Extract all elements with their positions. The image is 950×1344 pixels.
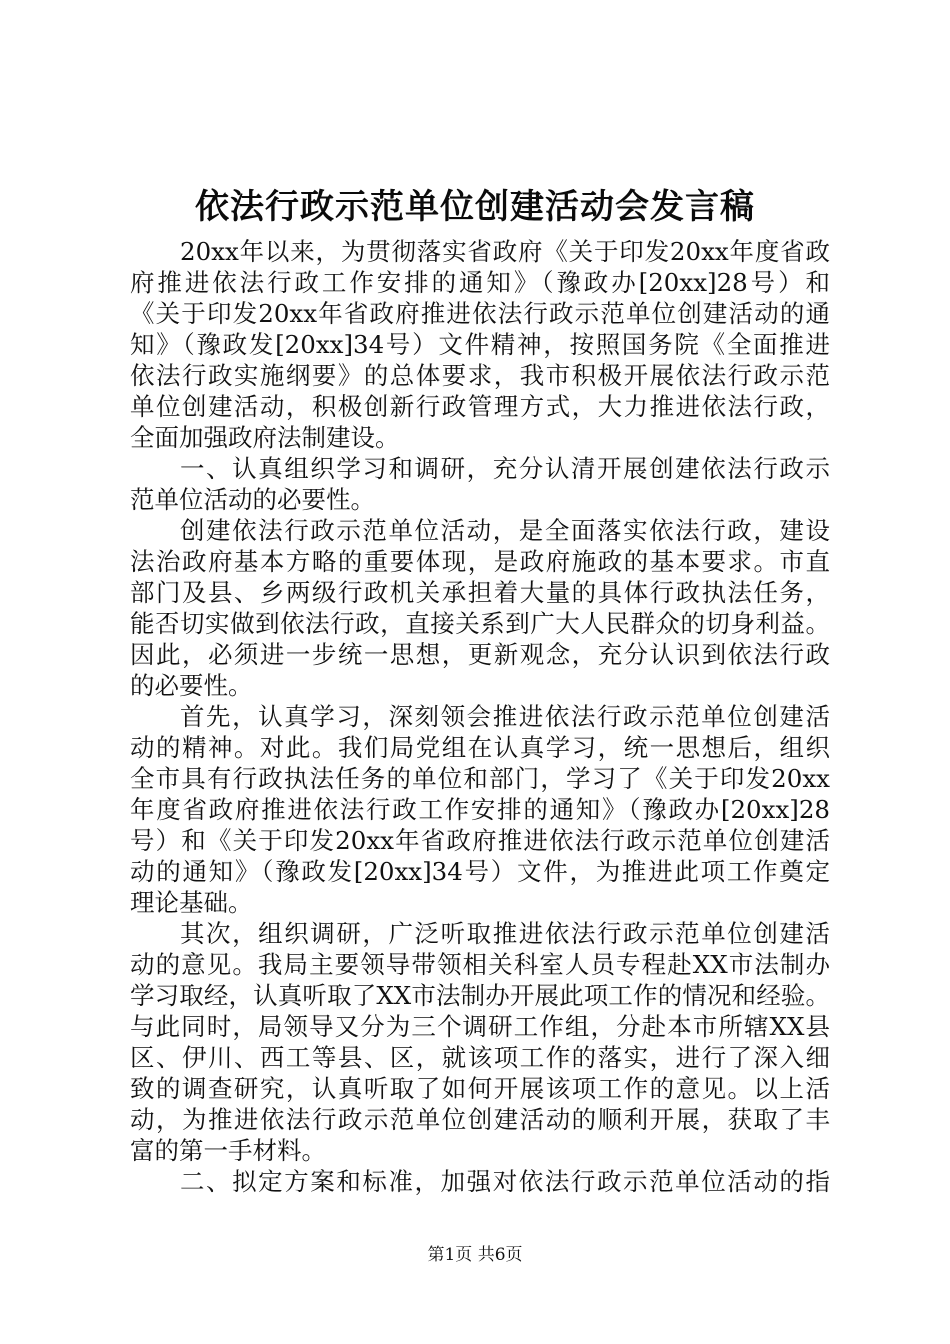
text-line: 因此，必须进一步统一思想，更新观念，充分认识到依法行政 — [130, 640, 830, 669]
text-line: 能否切实做到依法行政，直接关系到广大人民群众的切身利益。 — [130, 609, 830, 638]
document-title: 依法行政示范单位创建活动会发言稿 — [195, 187, 755, 227]
paragraph-first-line: 一、认真组织学习和调研，充分认清开展创建依法行政示 — [180, 454, 830, 483]
text-line: 范单位活动的必要性。 — [130, 485, 375, 514]
text-line: 全面加强政府法制建设。 — [130, 423, 400, 452]
text-line: 全市具有行政执法任务的单位和部门，学习了《关于印发20xx — [130, 764, 830, 793]
text-line: 动的意见。我局主要领导带领相关科室人员专程赴XX市法制办 — [130, 950, 830, 979]
text-line: 年度省政府推进依法行政工作安排的通知》（豫政办[20xx]28 — [130, 795, 830, 824]
text-line: 区、伊川、西工等县、区，就该项工作的落实，进行了深入细 — [130, 1043, 830, 1072]
text-line: 的必要性。 — [130, 671, 253, 700]
text-line: 动，为推进依法行政示范单位创建活动的顺利开展，获取了丰 — [130, 1105, 830, 1134]
paragraph-first-line: 首先，认真学习，深刻领会推进依法行政示范单位创建活 — [180, 702, 830, 731]
paragraph-first-line: 其次，组织调研，广泛听取推进依法行政示范单位创建活 — [180, 919, 830, 948]
paragraph-first-line: 二、拟定方案和标准，加强对依法行政示范单位活动的指 — [180, 1167, 830, 1196]
text-line: 部门及县、乡两级行政机关承担着大量的具体行政执法任务， — [130, 578, 830, 607]
text-line: 与此同时，局领导又分为三个调研工作组，分赴本市所辖XX县 — [130, 1012, 830, 1041]
paragraph-first-line: 创建依法行政示范单位活动，是全面落实依法行政，建设 — [180, 516, 830, 545]
document-body — [130, 236, 830, 1197]
text-line: 知》（豫政发[20xx]34号）文件精神，按照国务院《全面推进 — [130, 330, 830, 359]
page-number-footer: 第1页 共6页 — [427, 1245, 523, 1265]
text-line: 学习取经，认真听取了XX市法制办开展此项工作的情况和经验。 — [130, 981, 830, 1010]
paragraph-first-line: 20xx年以来，为贯彻落实省政府《关于印发20xx年度省政 — [180, 237, 830, 266]
text-line: 依法行政实施纲要》的总体要求，我市积极开展依法行政示范 — [130, 361, 830, 390]
text-line: 动的精神。对此。我们局党组在认真学习，统一思想后，组织 — [130, 733, 830, 762]
text-line: 府推进依法行政工作安排的通知》（豫政办[20xx]28号）和 — [130, 268, 830, 297]
text-line: 富的第一手材料。 — [130, 1136, 326, 1165]
text-line: 动的通知》（豫政发[20xx]34号）文件，为推进此项工作奠定 — [130, 857, 830, 886]
text-line: 号）和《关于印发20xx年省政府推进依法行政示范单位创建活 — [130, 826, 830, 855]
text-line: 理论基础。 — [130, 888, 253, 917]
text-line: 法治政府基本方略的重要体现，是政府施政的基本要求。市直 — [130, 547, 830, 576]
text-line: 《关于印发20xx年省政府推进依法行政示范单位创建活动的通 — [130, 299, 830, 328]
text-line: 致的调查研究，认真听取了如何开展该项工作的意见。以上活 — [130, 1074, 830, 1103]
text-line: 单位创建活动，积极创新行政管理方式，大力推进依法行政， — [130, 392, 830, 421]
